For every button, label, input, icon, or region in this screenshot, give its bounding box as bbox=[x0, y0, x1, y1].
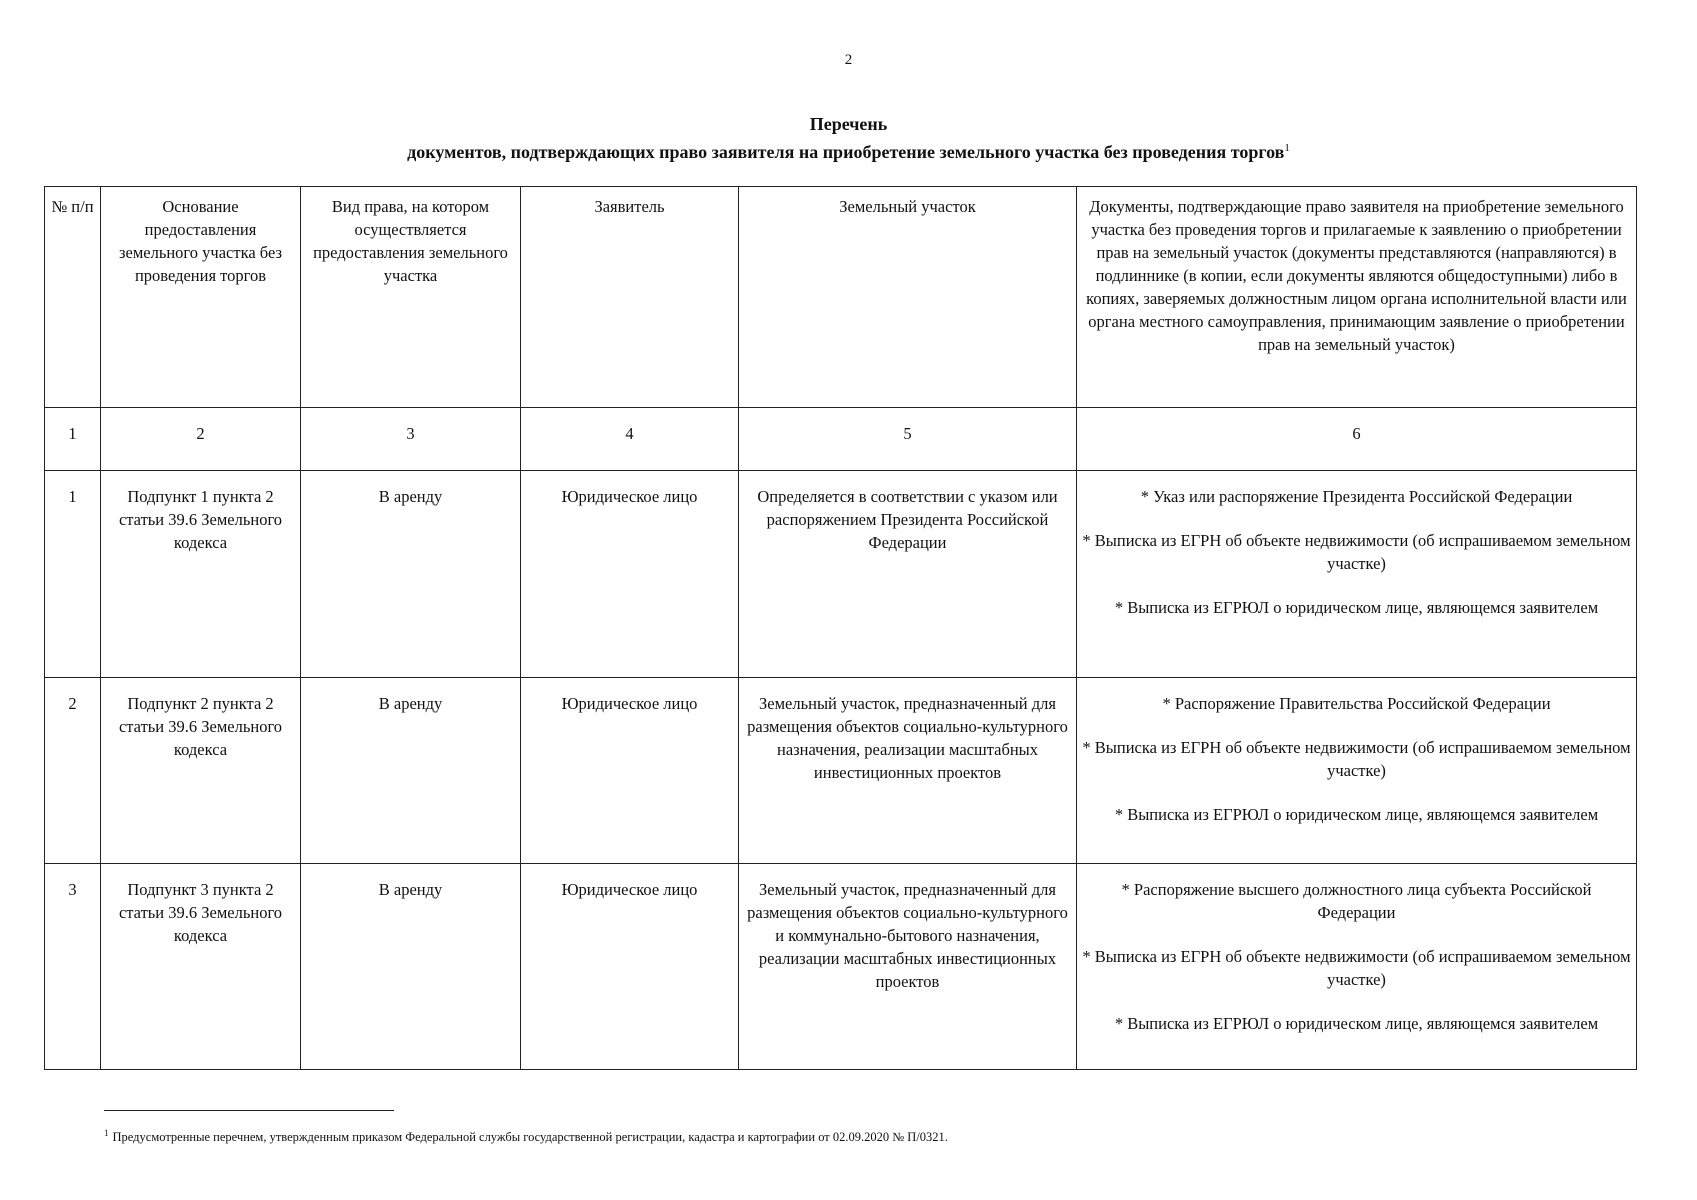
page-number: 2 bbox=[844, 52, 853, 68]
row-basis: Подпункт 1 пункта 2 статьи 39.6 Земельного кодекса bbox=[101, 471, 301, 678]
title-footnote-mark: 1 bbox=[1284, 142, 1290, 154]
row-applicant: Юридическое лицо bbox=[521, 864, 739, 1070]
title-line-2-text: документов, подтверждающих право заявителя на приобретение земельного участка без проведения торгов bbox=[407, 142, 1285, 162]
row-right-type: В аренду bbox=[301, 864, 521, 1070]
footnote bbox=[104, 1128, 948, 1145]
row-applicant: Юридическое лицо bbox=[521, 678, 739, 864]
header-basis: Основание предоставления земельного участка без проведения торгов bbox=[101, 187, 301, 408]
table-row bbox=[45, 471, 1637, 678]
table-row bbox=[45, 864, 1637, 1070]
row-land-plot: Земельный участок, предназначенный для размещения объектов социально-культурного и коммунально-бытового назначения, реализации масштабных инвестиционных проектов bbox=[739, 864, 1077, 1070]
title-line-2 bbox=[0, 136, 1697, 164]
header-land-plot: Земельный участок bbox=[739, 187, 1077, 408]
column-number: 6 bbox=[1077, 408, 1637, 471]
footnote-separator bbox=[104, 1110, 394, 1111]
header-num: № п/п bbox=[45, 187, 101, 408]
table-row bbox=[45, 678, 1637, 864]
row-applicant: Юридическое лицо bbox=[521, 471, 739, 678]
column-number: 3 bbox=[301, 408, 521, 471]
column-number-row bbox=[45, 408, 1637, 471]
footnote-mark: 1 bbox=[104, 1128, 109, 1138]
row-num: 2 bbox=[45, 678, 101, 864]
column-number: 2 bbox=[101, 408, 301, 471]
column-number: 4 bbox=[521, 408, 739, 471]
document-item: * Выписка из ЕГРН об объекте недвижимости (об испрашиваемом земельном участке) bbox=[1082, 947, 1631, 989]
title-line-1: Перечень bbox=[809, 114, 888, 134]
row-right-type: В аренду bbox=[301, 471, 521, 678]
document-item: * Выписка из ЕГРЮЛ о юридическом лице, являющемся заявителем bbox=[1114, 805, 1599, 824]
header-applicant: Заявитель bbox=[521, 187, 739, 408]
document-item: * Распоряжение высшего должностного лица субъекта Российской Федерации bbox=[1121, 880, 1592, 922]
row-num: 3 bbox=[45, 864, 101, 1070]
document-item: * Выписка из ЕГРН об объекте недвижимости (об испрашиваемом земельном участке) bbox=[1082, 738, 1631, 780]
document-title bbox=[0, 112, 1697, 164]
document-item: * Выписка из ЕГРЮЛ о юридическом лице, являющемся заявителем bbox=[1114, 1014, 1599, 1033]
row-basis: Подпункт 3 пункта 2 статьи 39.6 Земельного кодекса bbox=[101, 864, 301, 1070]
header-documents: Документы, подтверждающие право заявителя на приобретение земельного участка без проведения торгов и прилагаемые к заявлению о приобретении прав на земельный участок (документы представляются (направляются) в подлиннике (в копии, если документы являются общедоступными) либо в копиях, заверяемых должностным лицом органа исполнительной власти или органа местного самоуправления, принимающим заявление о приобретении прав на земельный участок) bbox=[1077, 187, 1637, 408]
row-right-type: В аренду bbox=[301, 678, 521, 864]
row-land-plot: Определяется в соответствии с указом или распоряжением Президента Российской Федерации bbox=[739, 471, 1077, 678]
document-item: * Выписка из ЕГРН об объекте недвижимости (об испрашиваемом земельном участке) bbox=[1082, 531, 1631, 573]
row-documents bbox=[1077, 471, 1637, 678]
header-right-type: Вид права, на котором осуществляется предоставления земельного участка bbox=[301, 187, 521, 408]
row-num: 1 bbox=[45, 471, 101, 678]
document-item: * Распоряжение Правительства Российской Федерации bbox=[1162, 694, 1551, 713]
row-land-plot: Земельный участок, предназначенный для размещения объектов социально-культурного назначения, реализации масштабных инвестиционных проектов bbox=[739, 678, 1077, 864]
header-row bbox=[45, 187, 1637, 408]
row-documents bbox=[1077, 678, 1637, 864]
row-basis: Подпункт 2 пункта 2 статьи 39.6 Земельного кодекса bbox=[101, 678, 301, 864]
document-item: * Выписка из ЕГРЮЛ о юридическом лице, являющемся заявителем bbox=[1114, 598, 1599, 617]
documents-table bbox=[44, 186, 1637, 1070]
document-item: * Указ или распоряжение Президента Российской Федерации bbox=[1140, 487, 1573, 506]
footnote-text: Предусмотренные перечнем, утвержденным приказом Федеральной службы государственной регистрации, кадастра и картографии от 02.09.2020 № П/0321. bbox=[112, 1130, 948, 1145]
column-number: 5 bbox=[739, 408, 1077, 471]
row-documents bbox=[1077, 864, 1637, 1070]
column-number: 1 bbox=[45, 408, 101, 471]
